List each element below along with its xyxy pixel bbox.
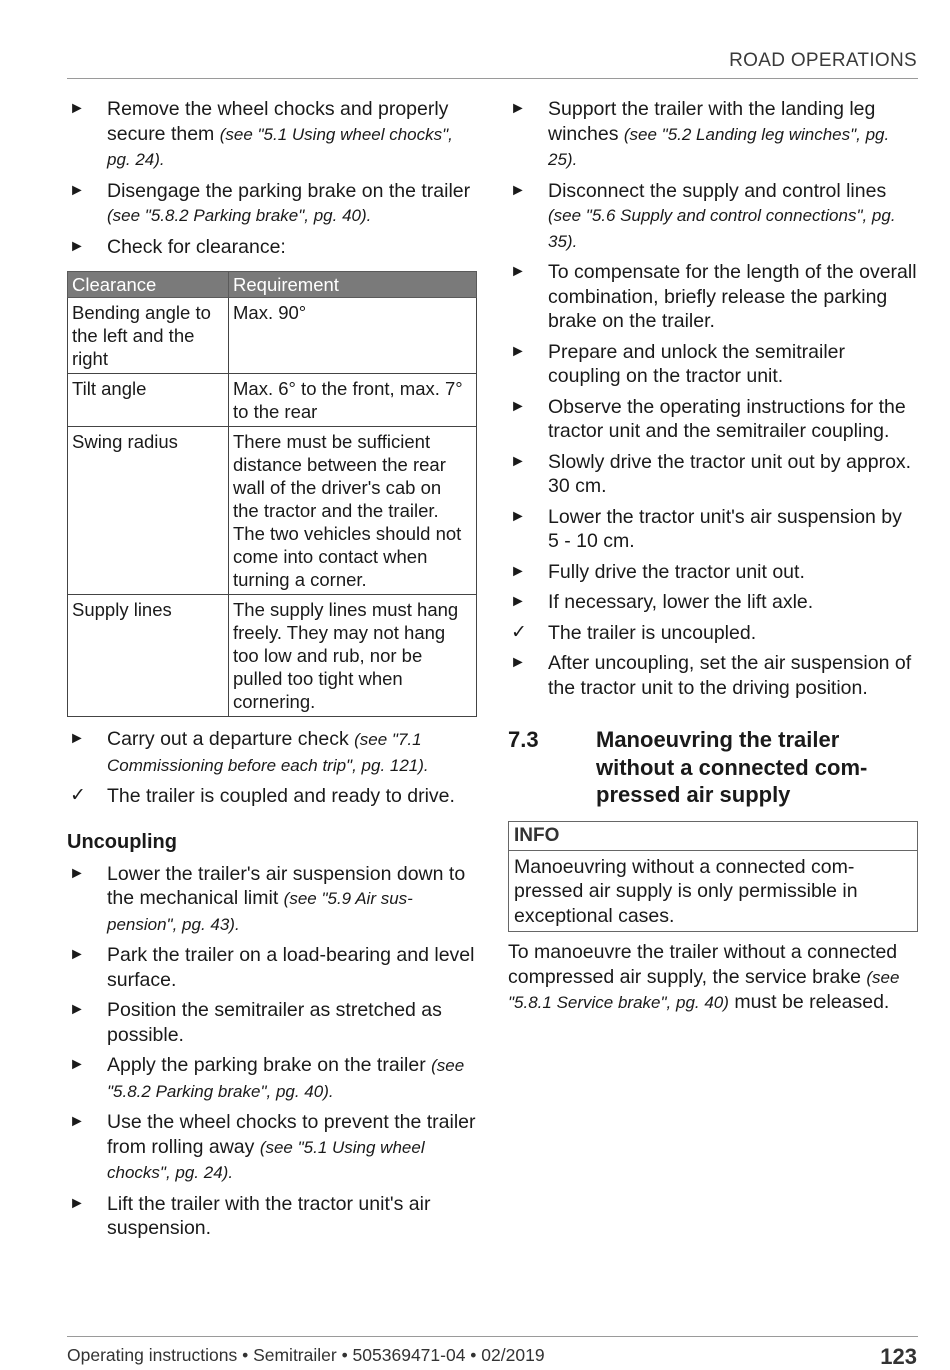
arrow-bullet-icon: ► (69, 1056, 85, 1073)
arrow-bullet-icon: ► (69, 100, 85, 117)
step-text: Carry out a departure check (107, 728, 355, 750)
step-text: Observe the operating instructions for the tractor unit and the semitrailer coupling. (548, 395, 906, 442)
instruction-step (67, 727, 477, 778)
table-cell: There must be sufficient distance between the rear wall of the driver's cab on the tractor and the trailer. The two vehicles should not come into contact when turning a corner. (229, 427, 477, 595)
cross-reference: (see "5.8.2 Parking brake", pg. 40). (107, 206, 372, 225)
table-cell: Max. 90° (229, 298, 477, 374)
section-heading (508, 726, 918, 809)
arrow-bullet-icon: ► (510, 181, 526, 199)
cross-reference: (see "7.1 Commissioning before each trip", pg. 121). (107, 730, 429, 775)
step-text: Lower the trailer's air suspension down to the mechanical limit (107, 862, 466, 909)
arrow-bullet-icon: ► (69, 1113, 85, 1130)
header-divider (67, 78, 918, 79)
step-text: Apply the parking brake on the trailer (107, 1054, 432, 1076)
page-number: 123 (880, 1344, 917, 1369)
checkmark-icon: ✓ (70, 785, 86, 806)
left-column (67, 97, 477, 1247)
table-row (68, 595, 477, 717)
arrow-bullet-icon: ► (69, 1194, 85, 1212)
step-text: Check for clearance: (107, 235, 286, 258)
table-row (68, 374, 477, 427)
instruction-step (67, 1110, 477, 1186)
instruction-step (67, 862, 477, 938)
arrow-bullet-icon: ► (510, 507, 526, 525)
table-row (68, 427, 477, 595)
table-header-row (68, 272, 477, 298)
step-text: Park the trailer on a load-bearing and level surface. (107, 944, 475, 991)
body-paragraph (508, 940, 918, 1016)
section-title: Manoeuvring the trailer without a connected compressed air supply (596, 727, 868, 807)
table-cell: Swing radius (68, 427, 229, 595)
instruction-step (67, 1053, 477, 1104)
step-text: After uncoupling, set the air suspension of the tractor unit to the driving position. (548, 652, 912, 699)
instruction-step (508, 260, 918, 334)
arrow-bullet-icon: ► (510, 562, 526, 580)
step-text: If necessary, lower the lift axle. (548, 591, 814, 613)
step-text: Prepare and unlock the semitrailer coupling on the tractor unit. (548, 340, 845, 387)
instruction-step (67, 97, 477, 173)
instruction-step (508, 450, 918, 499)
step-text: To compensate for the length of the overall combination, briefly release the parking brake on the trailer. (548, 261, 917, 332)
checkmark-icon: ✓ (511, 621, 527, 643)
arrow-bullet-icon: ► (69, 237, 85, 255)
arrow-bullet-icon: ► (69, 946, 85, 963)
info-box (508, 821, 918, 933)
cross-reference: (see "5.8.1 Service brake", pg. 40) (508, 967, 900, 1012)
arrow-bullet-icon: ► (69, 730, 85, 747)
column-header-clearance: Clearance (68, 272, 229, 298)
page-header-title: ROAD OPERATIONS (729, 50, 917, 71)
info-label: INFO (509, 822, 917, 851)
arrow-bullet-icon: ► (510, 397, 526, 415)
table-cell: Max. 6° to the front, max. 7° to the rear (229, 374, 477, 427)
arrow-bullet-icon: ► (510, 263, 526, 280)
instruction-step (67, 235, 477, 260)
arrow-bullet-icon: ► (510, 452, 526, 470)
info-text: Manoeuvring without a connected compressed air supply is only permissible in exceptional cases. (514, 855, 858, 927)
cross-reference: (see "5.9 Air suspension", pg. 43). (107, 889, 413, 934)
step-text: The trailer is uncoupled. (548, 621, 757, 644)
step-text: Lower the tractor unit's air suspension by 5 - 10 cm. (548, 505, 902, 552)
cross-reference: (see "5.2 Landing leg winches", pg. 25). (548, 124, 890, 169)
cross-reference: (see "5.1 Using wheel chocks", pg. 24). (107, 1137, 425, 1182)
instruction-step (508, 97, 918, 173)
step-text: Remove the wheel chocks and properly secure them (107, 98, 449, 145)
step-text: Support the trailer with the landing leg winches (548, 98, 876, 145)
arrow-bullet-icon: ► (69, 1001, 85, 1018)
cross-reference: (see "5.8.2 Parking brake", pg. 40). (107, 1056, 465, 1101)
instruction-step (67, 1192, 477, 1241)
instruction-step (508, 590, 918, 615)
arrow-bullet-icon: ► (510, 342, 526, 360)
arrow-bullet-icon: ► (510, 593, 526, 610)
paragraph-text: To manoeuvre the trailer without a connected compressed air supply, the service brake (508, 941, 898, 988)
step-text: Lift the trailer with the tractor unit's air suspension. (107, 1192, 431, 1239)
instruction-step (508, 560, 918, 585)
footer-text: Operating instructions • Semitrailer • 505369471-04 • 02/2019 (67, 1345, 545, 1365)
uncoupling-heading: Uncoupling (67, 830, 177, 853)
cross-reference: (see "5.1 Using wheel chocks", pg. 24). (107, 124, 453, 169)
instruction-step (508, 505, 918, 554)
instruction-step (67, 943, 477, 992)
arrow-bullet-icon: ► (510, 100, 526, 117)
arrow-bullet-icon: ► (69, 181, 85, 199)
step-text: Use the wheel chocks to prevent the trailer from rolling away (107, 1111, 476, 1158)
table-cell: The supply lines must hang freely. They may not hang too low and rub, nor be pulled too tight when cornering. (229, 595, 477, 717)
table-cell: Bending angle to the left and the right (68, 298, 229, 374)
table-cell: Supply lines (68, 595, 229, 717)
step-text: Position the semitrailer as stretched as possible. (107, 999, 442, 1046)
result-step (508, 621, 918, 646)
step-text: Disconnect the supply and control lines (548, 179, 887, 202)
instruction-step (508, 179, 918, 255)
step-text: The trailer is coupled and ready to drive. (107, 785, 455, 807)
section-number: 7.3 (508, 727, 539, 752)
instruction-step (67, 179, 477, 229)
cross-reference: (see "5.6 Supply and control connections", pg. 35). (548, 206, 896, 251)
step-text: Fully drive the tractor unit out. (548, 560, 805, 583)
result-step (67, 784, 477, 809)
instruction-step (508, 395, 918, 444)
column-header-requirement: Requirement (229, 272, 477, 298)
step-text: Slowly drive the tractor unit out by approx. 30 cm. (548, 450, 912, 497)
instruction-step (67, 998, 477, 1047)
instruction-step (508, 651, 918, 700)
footer-divider (67, 1336, 918, 1337)
instruction-step (508, 340, 918, 389)
arrow-bullet-icon: ► (69, 864, 85, 882)
step-text: Disengage the parking brake on the trailer (107, 179, 471, 202)
clearance-table (67, 271, 477, 717)
paragraph-text: must be released. (728, 991, 890, 1013)
table-cell: Tilt angle (68, 374, 229, 427)
right-column (508, 97, 918, 1016)
arrow-bullet-icon: ► (510, 654, 526, 671)
table-row (68, 298, 477, 374)
